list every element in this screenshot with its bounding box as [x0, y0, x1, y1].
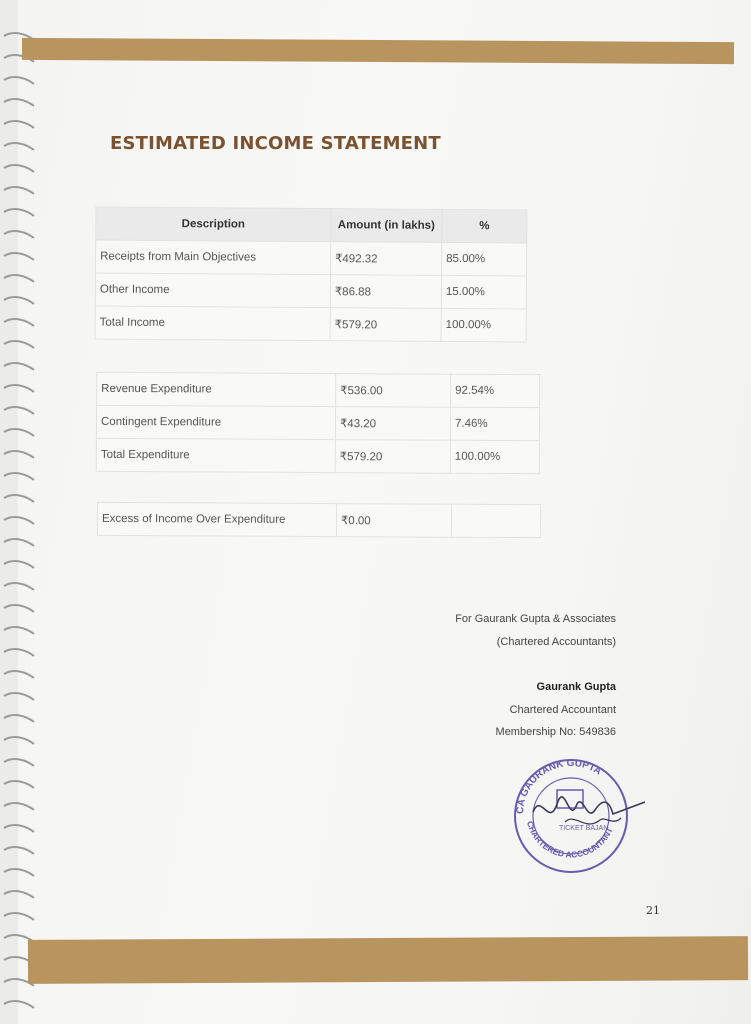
membership-number: Membership No: 549836: [495, 726, 616, 738]
spiral-coil: [4, 561, 34, 568]
spiral-coil: [4, 605, 34, 612]
table-row: [95, 306, 526, 342]
spiral-coil: [4, 473, 34, 480]
row-amount: ₹0.00: [336, 504, 451, 538]
spiral-coil: [4, 737, 34, 744]
table-row: [95, 273, 526, 309]
expenditure-table: [96, 372, 541, 474]
table-row: [96, 438, 539, 473]
table-row: [96, 240, 527, 276]
spiral-coil: [4, 693, 34, 700]
spiral-coil: [4, 869, 34, 876]
spiral-coil: [4, 891, 34, 898]
spiral-coil: [4, 847, 34, 854]
spiral-coil: [4, 407, 34, 414]
row-percent: [451, 504, 540, 537]
row-amount: ₹579.20: [330, 308, 441, 342]
spiral-coil: [4, 363, 34, 370]
firm-type: (Chartered Accountants): [496, 635, 616, 648]
stamp-top-text: CA GAURANK GUPTA: [514, 757, 604, 815]
spiral-coil: [4, 1001, 34, 1008]
row-amount: ₹492.32: [330, 242, 441, 276]
spiral-coil: [4, 121, 34, 128]
bottom-decorative-band: [28, 936, 748, 984]
table-row: [97, 502, 540, 537]
page-number: 21: [646, 904, 660, 917]
spiral-coil: [4, 539, 34, 546]
top-decorative-band: [22, 38, 734, 64]
spiral-coil: [4, 495, 34, 502]
row-description: Revenue Expenditure: [97, 372, 336, 406]
spiral-coil: [4, 341, 34, 348]
header-description: Description: [96, 207, 331, 242]
row-description: Total Expenditure: [96, 438, 335, 472]
spiral-coil: [4, 517, 34, 524]
spiral-coil: [4, 231, 34, 238]
stamp-center-text: TICKET BAJAN: [559, 825, 609, 832]
firm-name: For Gaurank Gupta & Associates: [455, 613, 616, 625]
stamp-bottom-text: CHARTERED ACCOUNTANT: [524, 819, 615, 860]
spiral-coil: [4, 253, 34, 260]
spiral-coil: [4, 781, 34, 788]
row-amount: ₹43.20: [335, 407, 450, 441]
spiral-coil: [4, 385, 34, 392]
spiral-binding: [0, 0, 40, 1024]
spiral-coil: [4, 187, 34, 194]
spiral-coil: [4, 759, 34, 766]
row-percent: 7.46%: [450, 407, 539, 440]
header-amount: Amount (in lakhs): [331, 209, 442, 243]
spiral-coil: [4, 297, 34, 304]
spiral-coil: [4, 319, 34, 326]
spiral-coil: [4, 913, 34, 920]
spiral-coil: [4, 99, 34, 106]
excess-table: [97, 502, 541, 538]
row-description: Contingent Expenditure: [96, 405, 335, 439]
income-table: [95, 206, 528, 342]
row-description: Receipts from Main Objectives: [96, 240, 331, 275]
row-percent: 100.00%: [450, 440, 539, 473]
spiral-coil: [4, 803, 34, 810]
row-description: Total Income: [95, 306, 330, 341]
ca-stamp-with-signature: [505, 752, 655, 882]
spiral-coil: [4, 209, 34, 216]
row-description: Excess of Income Over Expenditure: [97, 502, 336, 536]
spiral-coil: [4, 627, 34, 634]
row-percent: 100.00%: [441, 308, 526, 342]
table-header-row: [96, 207, 527, 243]
table-row: [97, 372, 540, 407]
spiral-coil: [4, 583, 34, 590]
spiral-coil: [4, 715, 34, 722]
svg-text:CA GAURANK GUPTA: [515, 758, 603, 814]
signature-block: [455, 608, 616, 744]
spiral-coil: [4, 825, 34, 832]
spiral-coil: [4, 77, 34, 84]
spiral-coil: [4, 649, 34, 656]
spiral-coil: [4, 165, 34, 172]
row-amount: ₹86.88: [330, 275, 441, 309]
spiral-coil: [4, 451, 34, 458]
spiral-coil: [4, 671, 34, 678]
row-percent: 85.00%: [441, 242, 526, 276]
row-percent: 92.54%: [451, 374, 540, 407]
spiral-coil: [4, 143, 34, 150]
header-percent: %: [442, 209, 527, 243]
signatory-name: Gaurank Gupta: [536, 681, 616, 693]
page-title: ESTIMATED INCOME STATEMENT: [110, 133, 441, 154]
row-percent: 15.00%: [441, 275, 526, 309]
spiral-coil: [4, 429, 34, 436]
row-description: Other Income: [95, 273, 330, 308]
row-amount: ₹536.00: [336, 374, 451, 408]
table-row: [96, 405, 539, 440]
signatory-designation: Chartered Accountant: [509, 703, 616, 716]
row-amount: ₹579.20: [335, 440, 450, 474]
spiral-coil: [4, 275, 34, 282]
